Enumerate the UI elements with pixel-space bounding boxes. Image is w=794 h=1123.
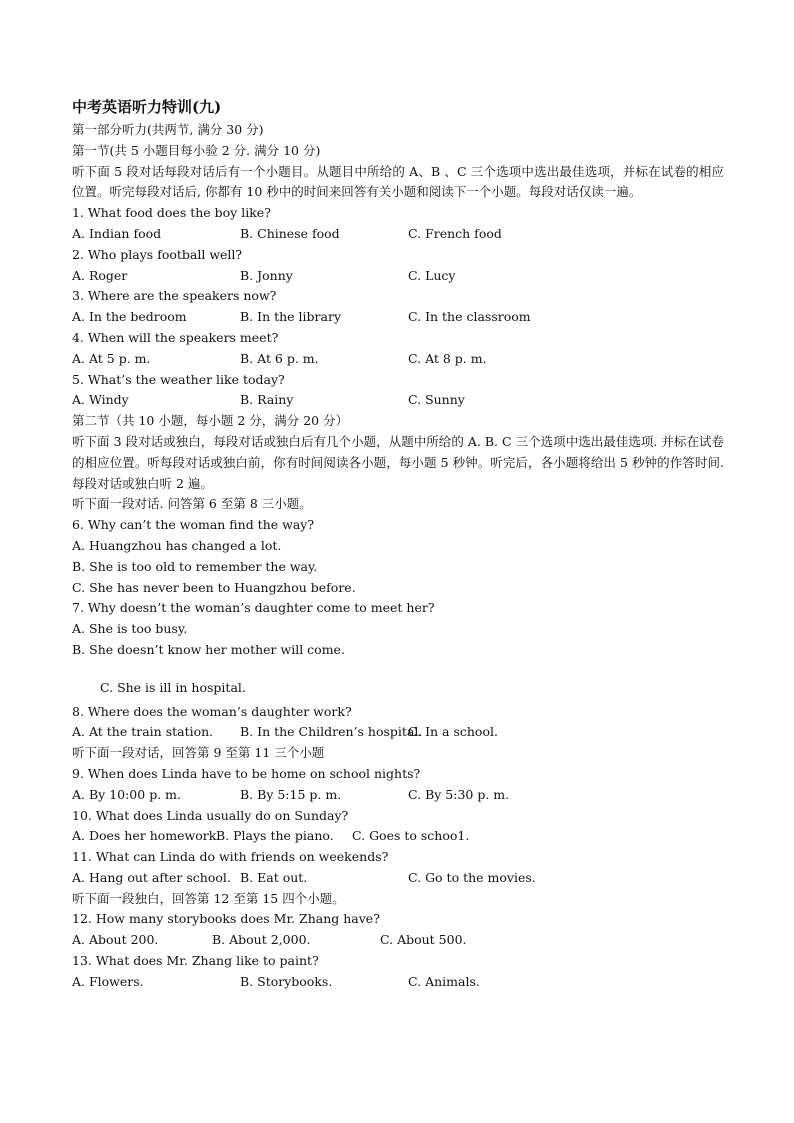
option-b: B. Storybooks. [240, 973, 333, 989]
question-6: 6. Why can’t the woman find the way? [72, 517, 315, 533]
option-b: B. Chinese food [240, 225, 340, 241]
option-a: A. In the bedroom [72, 309, 187, 325]
option-c: C. By 5:30 p. m. [408, 786, 510, 802]
option-b: B. In the Children’s hospital. [240, 724, 423, 740]
group1-intro: 听下面一段对话. 问答第 6 至第 8 三小题。 [72, 496, 312, 512]
option-c: C. In a school. [408, 724, 498, 740]
option-c: C. Animals. [408, 973, 480, 989]
section1-instruction: 听下面 5 段对话每段对话后有一个小题目。从题目中所给的 A、B 、C 三个选项中选出最佳选项，并标在试卷的相应位置。听完每段对话后, 你都有 10 秒中的时间来回答有关小题和阅读下一个小题。每段对话仅读一遍。 [72, 163, 724, 200]
options-5 [72, 390, 724, 411]
option-7a: A. She is too busy. [72, 621, 188, 637]
section2-heading: 第二节（共 10 小题，每小题 2 分，满分 20 分） [72, 413, 349, 429]
question-11: 11. What can Linda do with friends on weekends? [72, 849, 389, 865]
question-3: 3. Where are the speakers now? [72, 288, 277, 304]
options-4 [72, 349, 724, 370]
option-6c: C. She has never been to Huangzhou before. [72, 579, 356, 595]
option-a: A. Does her homework. [72, 828, 221, 844]
option-b: B. Jonny [240, 267, 293, 283]
exam-page [72, 96, 724, 993]
question-1: 1. What food does the boy like? [72, 205, 271, 221]
option-a: A. Indian food [72, 225, 162, 241]
section2-instruction: 听下面 3 段对话或独白，每段对话或独白后有几个小题，从题中所给的 A. B. C 三个选项中选出最佳选项. 并标在试卷的相应位置。听每段对话或独白前，你有时间阅读各小题，每小题 5 秒钟。听完后，各小题将给出 5 秒钟的作答时间. 每段对话或独白听 2 遍。 [72, 433, 724, 491]
options-13 [72, 972, 724, 993]
option-c: C. Lucy [408, 267, 456, 283]
option-a: A. Hang out after school. [72, 869, 231, 885]
option-7c: C. She is ill in hospital. [100, 679, 246, 695]
question-2: 2. Who plays football well? [72, 246, 243, 262]
question-4: 4. When will the speakers meet? [72, 329, 279, 345]
options-3 [72, 307, 724, 328]
question-8: 8. Where does the woman’s daughter work? [72, 703, 352, 719]
option-c: C. At 8 p. m. [408, 350, 487, 366]
option-c: C. Sunny [408, 392, 465, 408]
question-9: 9. When does Linda have to be home on school nights? [72, 765, 421, 781]
option-c: C. About 500. [380, 932, 467, 948]
question-13: 13. What does Mr. Zhang like to paint? [72, 953, 319, 969]
options-2 [72, 266, 724, 287]
option-c: C. Go to the movies. [408, 869, 536, 885]
option-a: A. About 200. [72, 932, 159, 948]
options-12 [72, 930, 724, 951]
question-7: 7. Why doesn’t the woman’s daughter come to meet her? [72, 600, 435, 616]
option-a: A. At the train station. [72, 724, 214, 740]
option-c: C. In the classroom [408, 309, 531, 325]
option-b: B. Eat out. [240, 869, 308, 885]
question-10: 10. What does Linda usually do on Sunday? [72, 807, 349, 823]
options-10 [72, 826, 724, 847]
option-a: A. By 10:00 p. m. [72, 786, 181, 802]
question-5: 5. What’s the weather like today? [72, 371, 285, 387]
option-c: C. Goes to schoo1. [352, 828, 470, 844]
option-a: A. Flowers. [72, 973, 144, 989]
option-c: C. French food [408, 225, 502, 241]
section1-heading: 第一节(共 5 小题目每小验 2 分. 满分 10 分) [72, 142, 321, 158]
option-b: B. Plays the piano. [216, 828, 334, 844]
group3-intro: 听下面一段独白，回答第 12 至第 15 四个小题。 [72, 890, 345, 906]
options-11 [72, 868, 724, 889]
option-a: A. Windy [72, 392, 129, 408]
option-b: B. At 6 p. m. [240, 350, 319, 366]
option-a: A. At 5 p. m. [72, 350, 151, 366]
options-9 [72, 785, 724, 806]
option-7b: B. She doesn’t know her mother will come. [72, 641, 345, 657]
part-heading: 第一部分听力(共两节, 满分 30 分) [72, 122, 264, 137]
page-title: 中考英语听力特训(九) [72, 98, 222, 116]
options-1 [72, 224, 724, 245]
option-b: B. In the library [240, 309, 342, 325]
question-12: 12. How many storybooks does Mr. Zhang have? [72, 911, 380, 927]
option-b: B. About 2,000. [212, 932, 311, 948]
options-8 [72, 722, 724, 743]
group2-intro: 听下面一段对话，回答第 9 至第 11 三个小题 [72, 745, 325, 761]
option-6a: A. Huangzhou has changed a lot. [72, 537, 282, 553]
option-b: B. Rainy [240, 392, 294, 408]
option-a: A. Roger [72, 267, 128, 283]
option-b: B. By 5:15 p. m. [240, 786, 342, 802]
option-6b: B. She is too old to remember the way. [72, 558, 318, 574]
